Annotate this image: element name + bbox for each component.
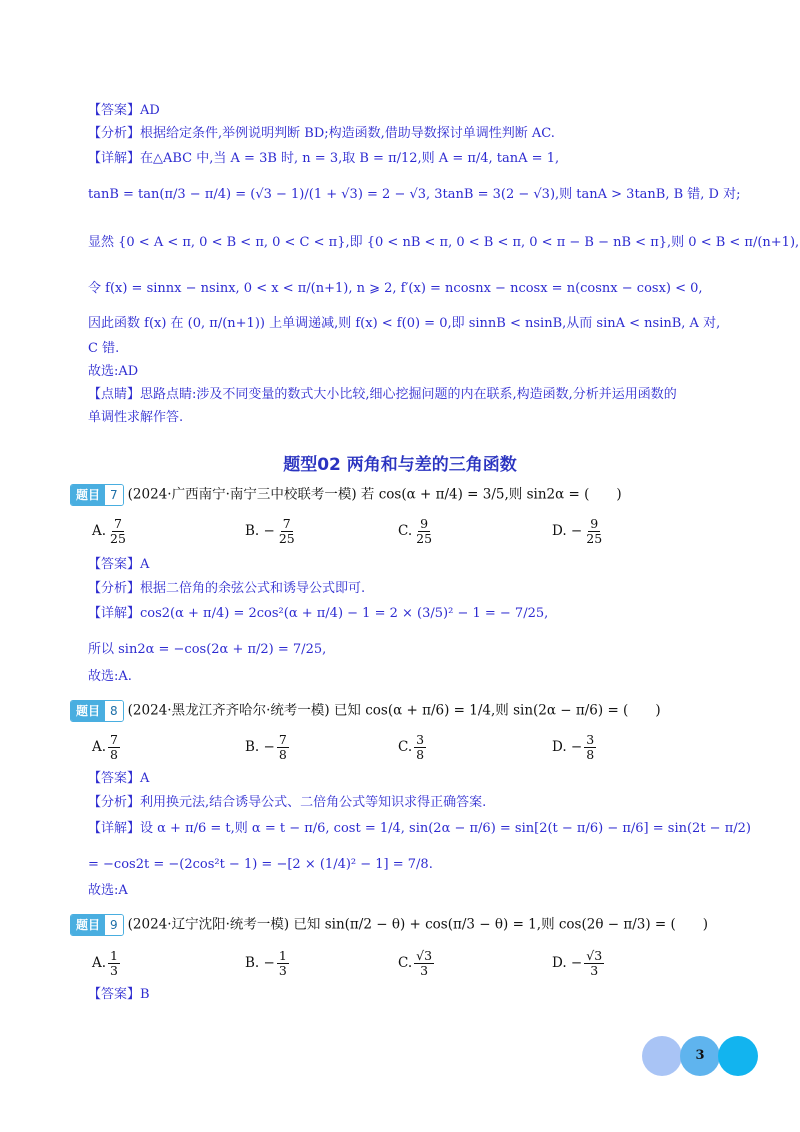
question-badge: 题目 8 bbox=[70, 700, 124, 722]
question-9-options bbox=[92, 946, 712, 980]
option-a[interactable]: A. $\frac{1}{3}$ bbox=[92, 947, 118, 978]
option-c[interactable]: C. $\frac{√3}{3}$ bbox=[398, 947, 433, 978]
option-d[interactable]: D. − $\frac{3}{8}$ bbox=[552, 731, 595, 762]
question-7-stem: (2024·广西南宁·南宁三中校联考一模) 若 cos(α + π/4) = 3/5,则 sin2α = ( ) bbox=[127, 486, 622, 503]
comment-line-1: 【点睛】思路点睛:涉及不同变量的数式大小比较,细心挖掘问题的内在联系,构造函数,分析并运用函数的 bbox=[88, 387, 677, 402]
option-b[interactable]: B. − $\frac{7}{25}$ bbox=[245, 515, 295, 546]
option-b[interactable]: B. − $\frac{7}{8}$ bbox=[245, 731, 287, 762]
option-c[interactable]: C. $\frac{3}{8}$ bbox=[398, 731, 425, 762]
q8-detail-2: = −cos2t = −(2cos²t − 1) = −[2 × (1/4)² − 1] = 7/8. bbox=[88, 857, 433, 872]
question-7-header bbox=[70, 484, 730, 506]
detail-line-6: C 错. bbox=[88, 341, 120, 356]
q7-analysis: 【分析】根据二倍角的余弦公式和诱导公式即可. bbox=[88, 581, 366, 596]
q8-conclusion: 故选:A bbox=[88, 883, 128, 898]
option-a[interactable]: A. $\frac{7}{25}$ bbox=[92, 515, 126, 546]
question-9-header bbox=[70, 914, 730, 936]
q8-detail-1: 【详解】设 α + π/6 = t,则 α = t − π/6, cost = 1/4, sin(2α − π/6) = sin[2(t − π/6) − π/6] = sin(2t − π/2) bbox=[88, 821, 751, 836]
q8-analysis: 【分析】利用换元法,结合诱导公式、二倍角公式等知识求得正确答案. bbox=[88, 795, 487, 810]
circle-decoration bbox=[718, 1036, 758, 1076]
detail-line-5: 因此函数 f(x) 在 (0, π/(n+1)) 上单调递减,则 f(x) < f(0) = 0,即 sinnB < nsinB,从而 sinA < nsinB, A 对, bbox=[88, 316, 721, 331]
question-8-header bbox=[70, 700, 730, 722]
circle-decoration bbox=[642, 1036, 682, 1076]
q7-detail-1: 【详解】cos2(α + π/4) = 2cos²(α + π/4) − 1 = 2 × (3/5)² − 1 = − 7/25, bbox=[88, 606, 549, 621]
detail-line-3: 显然 {0 < A < π, 0 < B < π, 0 < C < π},即 {0 < nB < π, 0 < B < π, 0 < π − B − nB < π},则 0 < B < π/(n+1), bbox=[88, 235, 800, 250]
question-8-stem: (2024·黑龙江齐齐哈尔·统考一模) 已知 cos(α + π/6) = 1/4,则 sin(2α − π/6) = ( ) bbox=[127, 702, 661, 719]
question-9-stem: (2024·辽宁沈阳·统考一模) 已知 sin(π/2 − θ) + cos(π/3 − θ) = 1,则 cos(2θ − π/3) = ( ) bbox=[127, 916, 709, 933]
q8-answer: 【答案】A bbox=[88, 771, 150, 786]
question-badge: 题目 9 bbox=[70, 914, 124, 936]
analysis-line: 【分析】根据给定条件,举例说明判断 BD;构造函数,借助导数探讨单调性判断 AC. bbox=[88, 126, 555, 141]
detail-line-4: 令 f(x) = sinnx − nsinx, 0 < x < π/(n+1), n ⩾ 2, f′(x) = ncosnx − ncosx = n(cosnx − cosx) < 0, bbox=[88, 281, 703, 296]
option-d[interactable]: D. − $\frac{√3}{3}$ bbox=[552, 947, 603, 978]
section-title: 题型02 两角和与差的三角函数 bbox=[283, 455, 517, 475]
detail-line-1: 【详解】在△ABC 中,当 A = 3B 时, n = 3,取 B = π/12,则 A = π/4, tanA = 1, bbox=[88, 151, 560, 166]
detail-line-2: tanB = tan(π/3 − π/4) = (√3 − 1)/(1 + √3) = 2 − √3, 3tanB = 3(2 − √3),则 tanA > 3tanB, B 错, D 对; bbox=[88, 187, 741, 202]
question-7-options bbox=[92, 514, 712, 548]
page-number-badge bbox=[642, 1036, 758, 1076]
question-badge: 题目 7 bbox=[70, 484, 124, 506]
conclusion-line: 故选:AD bbox=[88, 364, 139, 379]
option-a[interactable]: A. $\frac{7}{8}$ bbox=[92, 731, 118, 762]
option-b[interactable]: B. − $\frac{1}{3}$ bbox=[245, 947, 287, 978]
option-d[interactable]: D. − $\frac{9}{25}$ bbox=[552, 515, 603, 546]
page-number: 3 bbox=[695, 1048, 705, 1063]
q9-answer: 【答案】B bbox=[88, 987, 150, 1002]
answer-line: 【答案】AD bbox=[88, 103, 160, 118]
q7-conclusion: 故选:A. bbox=[88, 669, 132, 684]
q7-detail-2: 所以 sin2α = −cos(2α + π/2) = 7/25, bbox=[88, 642, 327, 657]
comment-line-2: 单调性求解作答. bbox=[88, 410, 184, 425]
q7-answer: 【答案】A bbox=[88, 557, 150, 572]
option-c[interactable]: C. $\frac{9}{25}$ bbox=[398, 515, 433, 546]
question-8-options bbox=[92, 730, 712, 764]
